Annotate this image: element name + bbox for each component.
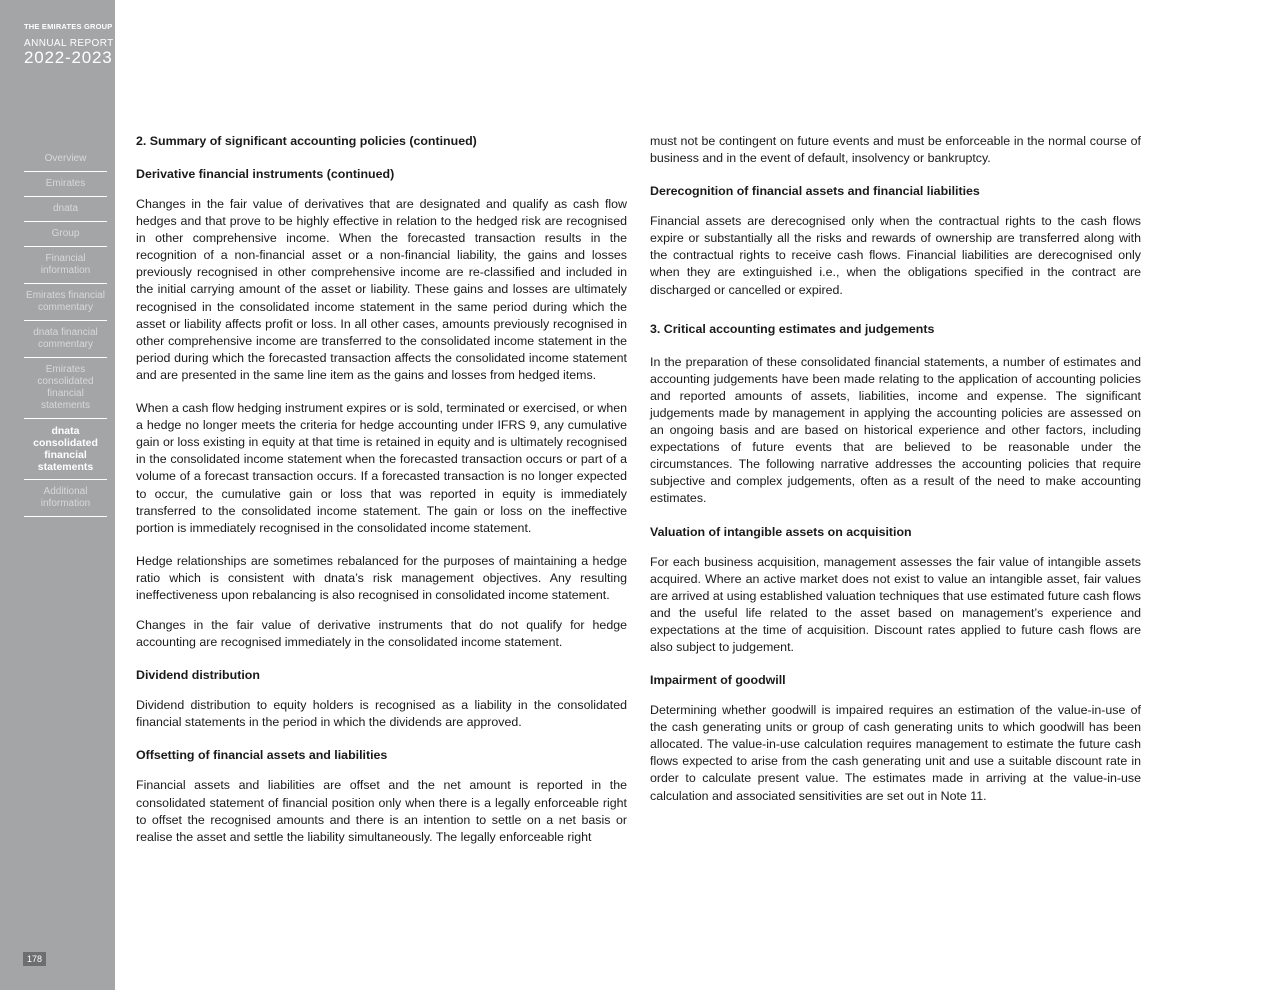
nav-item-additional-information[interactable]: [24, 480, 107, 517]
impairment-paragraph: Determining whether goodwill is impaired requires an estimation of the value-in-use of the cash generating units or group of cash generating units to which goodwill has been allocated. The value-in-use calculation requires management to estimate the future cash flows expected to arise from the cash generating unit and use a suitable discount rate in order to calculate present value. The estimates made in arriving at the value-in-use calculation and associated sensitivities are set out in Note 11.: [650, 703, 1141, 803]
offsetting-heading: Offsetting of financial assets and liabilities: [136, 748, 388, 763]
nav-link-group[interactable]: Group: [51, 228, 80, 239]
valuation-paragraph: For each business acquisition, management assesses the fair value of intangible assets acquired. Where an active market does not exist to value an intangible asset, fair values are arrived at using established valuation techniques that use estimated future cash flows and the useful life related to the asset based on management’s experience and expectations at the time of acquisition. Discount rates applied to future cash flows are also subject to judgement.: [650, 554, 1141, 654]
nav-link-additional-information[interactable]: Additional information: [40, 486, 91, 509]
impairment-heading: Impairment of goodwill: [650, 673, 786, 688]
nav-item-overview[interactable]: [24, 147, 107, 172]
page-number: 178: [23, 952, 46, 966]
report-year: 2022-2023: [24, 48, 113, 67]
right-column: [650, 133, 1141, 805]
section-title: 2. Summary of significant accounting policies (continued): [136, 134, 477, 148]
derecognition-paragraph: Financial assets are derecognised only when the contractual rights to the cash flows expire or substantially all the risks and rewards of ownership are transferred along with the contractual rights to receive cash flows. Financial liabilities are derecognised only when they are extinguished i.e., when the obligations specified in the contract are discharged or cancelled or expired.: [650, 214, 1141, 297]
nav-link-dnata-financial-commentary[interactable]: dnata financial commentary: [33, 327, 98, 350]
derivatives-paragraph-3: Hedge relationships are sometimes rebalanced for the purposes of maintaining a hedge ratio which is consistent with dnata’s risk management objectives. Any resulting ineffectiveness upon rebalancing is also recognised in consolidated income statement.: [136, 553, 627, 602]
nav-link-overview[interactable]: Overview: [44, 153, 87, 164]
derivatives-heading: Derivative financial instruments (continued): [136, 167, 395, 181]
nav-link-emirates-consolidated-statements[interactable]: Emirates consolidated financial statements: [37, 364, 94, 411]
left-column: [136, 133, 627, 846]
dividend-paragraph: Dividend distribution to equity holders is recognised as a liability in the consolidated financial statements in the period in which the dividends are approved.: [136, 698, 627, 730]
nav-link-emirates-financial-commentary[interactable]: Emirates financial commentary: [26, 290, 105, 313]
nav-item-group[interactable]: [24, 222, 107, 247]
dividend-heading: Dividend distribution: [136, 668, 260, 683]
nav-item-emirates-financial-commentary[interactable]: [24, 284, 107, 321]
nav-item-dnata-financial-commentary[interactable]: [24, 321, 107, 358]
critical-estimates-title: 3. Critical accounting estimates and judgements: [650, 321, 935, 336]
nav-link-dnata-consolidated-statements[interactable]: dnata consolidated financial statements: [33, 425, 98, 473]
nav-item-emirates-consolidated-statements[interactable]: [24, 358, 107, 419]
group-name: THE EMIRATES GROUP: [24, 22, 113, 31]
nav-link-dnata[interactable]: dnata: [52, 203, 79, 214]
offsetting-paragraph-continued: must not be contingent on future events and must be enforceable in the normal course of business and in the event of default, insolvency or bankruptcy.: [650, 134, 1141, 166]
report-label: ANNUAL REPORT: [24, 38, 114, 49]
critical-estimates-paragraph: In the preparation of these consolidated financial statements, a number of estimates and accounting judgements have been made relating to the application of accounting policies and reported amounts of assets, liabilities, income and expense. The significant judgements made by management in applying the accounting policies are assessed on an ongoing basis and are based on historical experience and other factors, including expectations of future events that are believed to be reasonable under the circumstances. The following narrative addresses the accounting policies that require subjective and complex judgements, often as a result of the need to make accounting estimates.: [650, 354, 1141, 506]
derivatives-paragraph-4: Changes in the fair value of derivative instruments that do not qualify for hedge accounting are recognised immediately in the consolidated income statement.: [136, 618, 627, 650]
derecognition-heading: Derecognition of financial assets and financial liabilities: [650, 184, 980, 199]
derivatives-paragraph-2: When a cash flow hedging instrument expires or is sold, terminated or exercised, or when a hedge no longer meets the criteria for hedge accounting under IFRS 9, any cumulative gain or loss existing in equity at that time is retained in equity and is ultimately recognised in the consolidated income statement when the forecasted transaction occurs or part of a volume of a forecast transaction occurs. If a forecasted transaction is no longer expected to occur, the cumulative gain or loss that was reported in equity is immediately transferred to the consolidated income statement. The gain or loss on the ineffective portion is immediately recognised in the consolidated income statement.: [136, 401, 627, 535]
nav-link-emirates[interactable]: Emirates: [45, 178, 86, 189]
section-nav: [24, 147, 107, 517]
nav-item-dnata-consolidated-statements[interactable]: [24, 419, 107, 480]
offsetting-paragraph: Financial assets and liabilities are offset and the net amount is reported in the consolidated statement of financial position only when there is a legally enforceable right to offset the recognised amounts and there is an intention to settle on a net basis or realise the asset and settle the liability simultaneously. The legally enforceable right: [136, 778, 627, 844]
nav-item-financial-information[interactable]: [24, 247, 107, 284]
brand-block: [24, 22, 114, 66]
nav-item-dnata[interactable]: [24, 197, 107, 222]
sidebar: [0, 0, 115, 990]
nav-link-financial-information[interactable]: Financial information: [40, 253, 91, 276]
derivatives-paragraph-1: Changes in the fair value of derivatives that are designated and qualify as cash flow hedges and that prove to be highly effective in relation to the hedged risk are recognised in other comprehensive income. When the forecasted transaction results in the recognition of a non-financial asset or a non-financial liability, the gains and losses previously recognised in other comprehensive income are re-classified and included in the initial carrying amount of the asset or liability. These gains and losses are ultimately recognised in the consolidated income statement in the same period during which the asset or liability affects profit or loss. In all other cases, amounts previously recognised in other comprehensive income are transferred to the consolidated income statement in the period during which the forecasted transaction affects the consolidated income statement and are presented in the same line item as the gains and losses from hedged items.: [136, 197, 627, 382]
nav-item-emirates[interactable]: [24, 172, 107, 197]
valuation-heading: Valuation of intangible assets on acquisition: [650, 524, 912, 539]
